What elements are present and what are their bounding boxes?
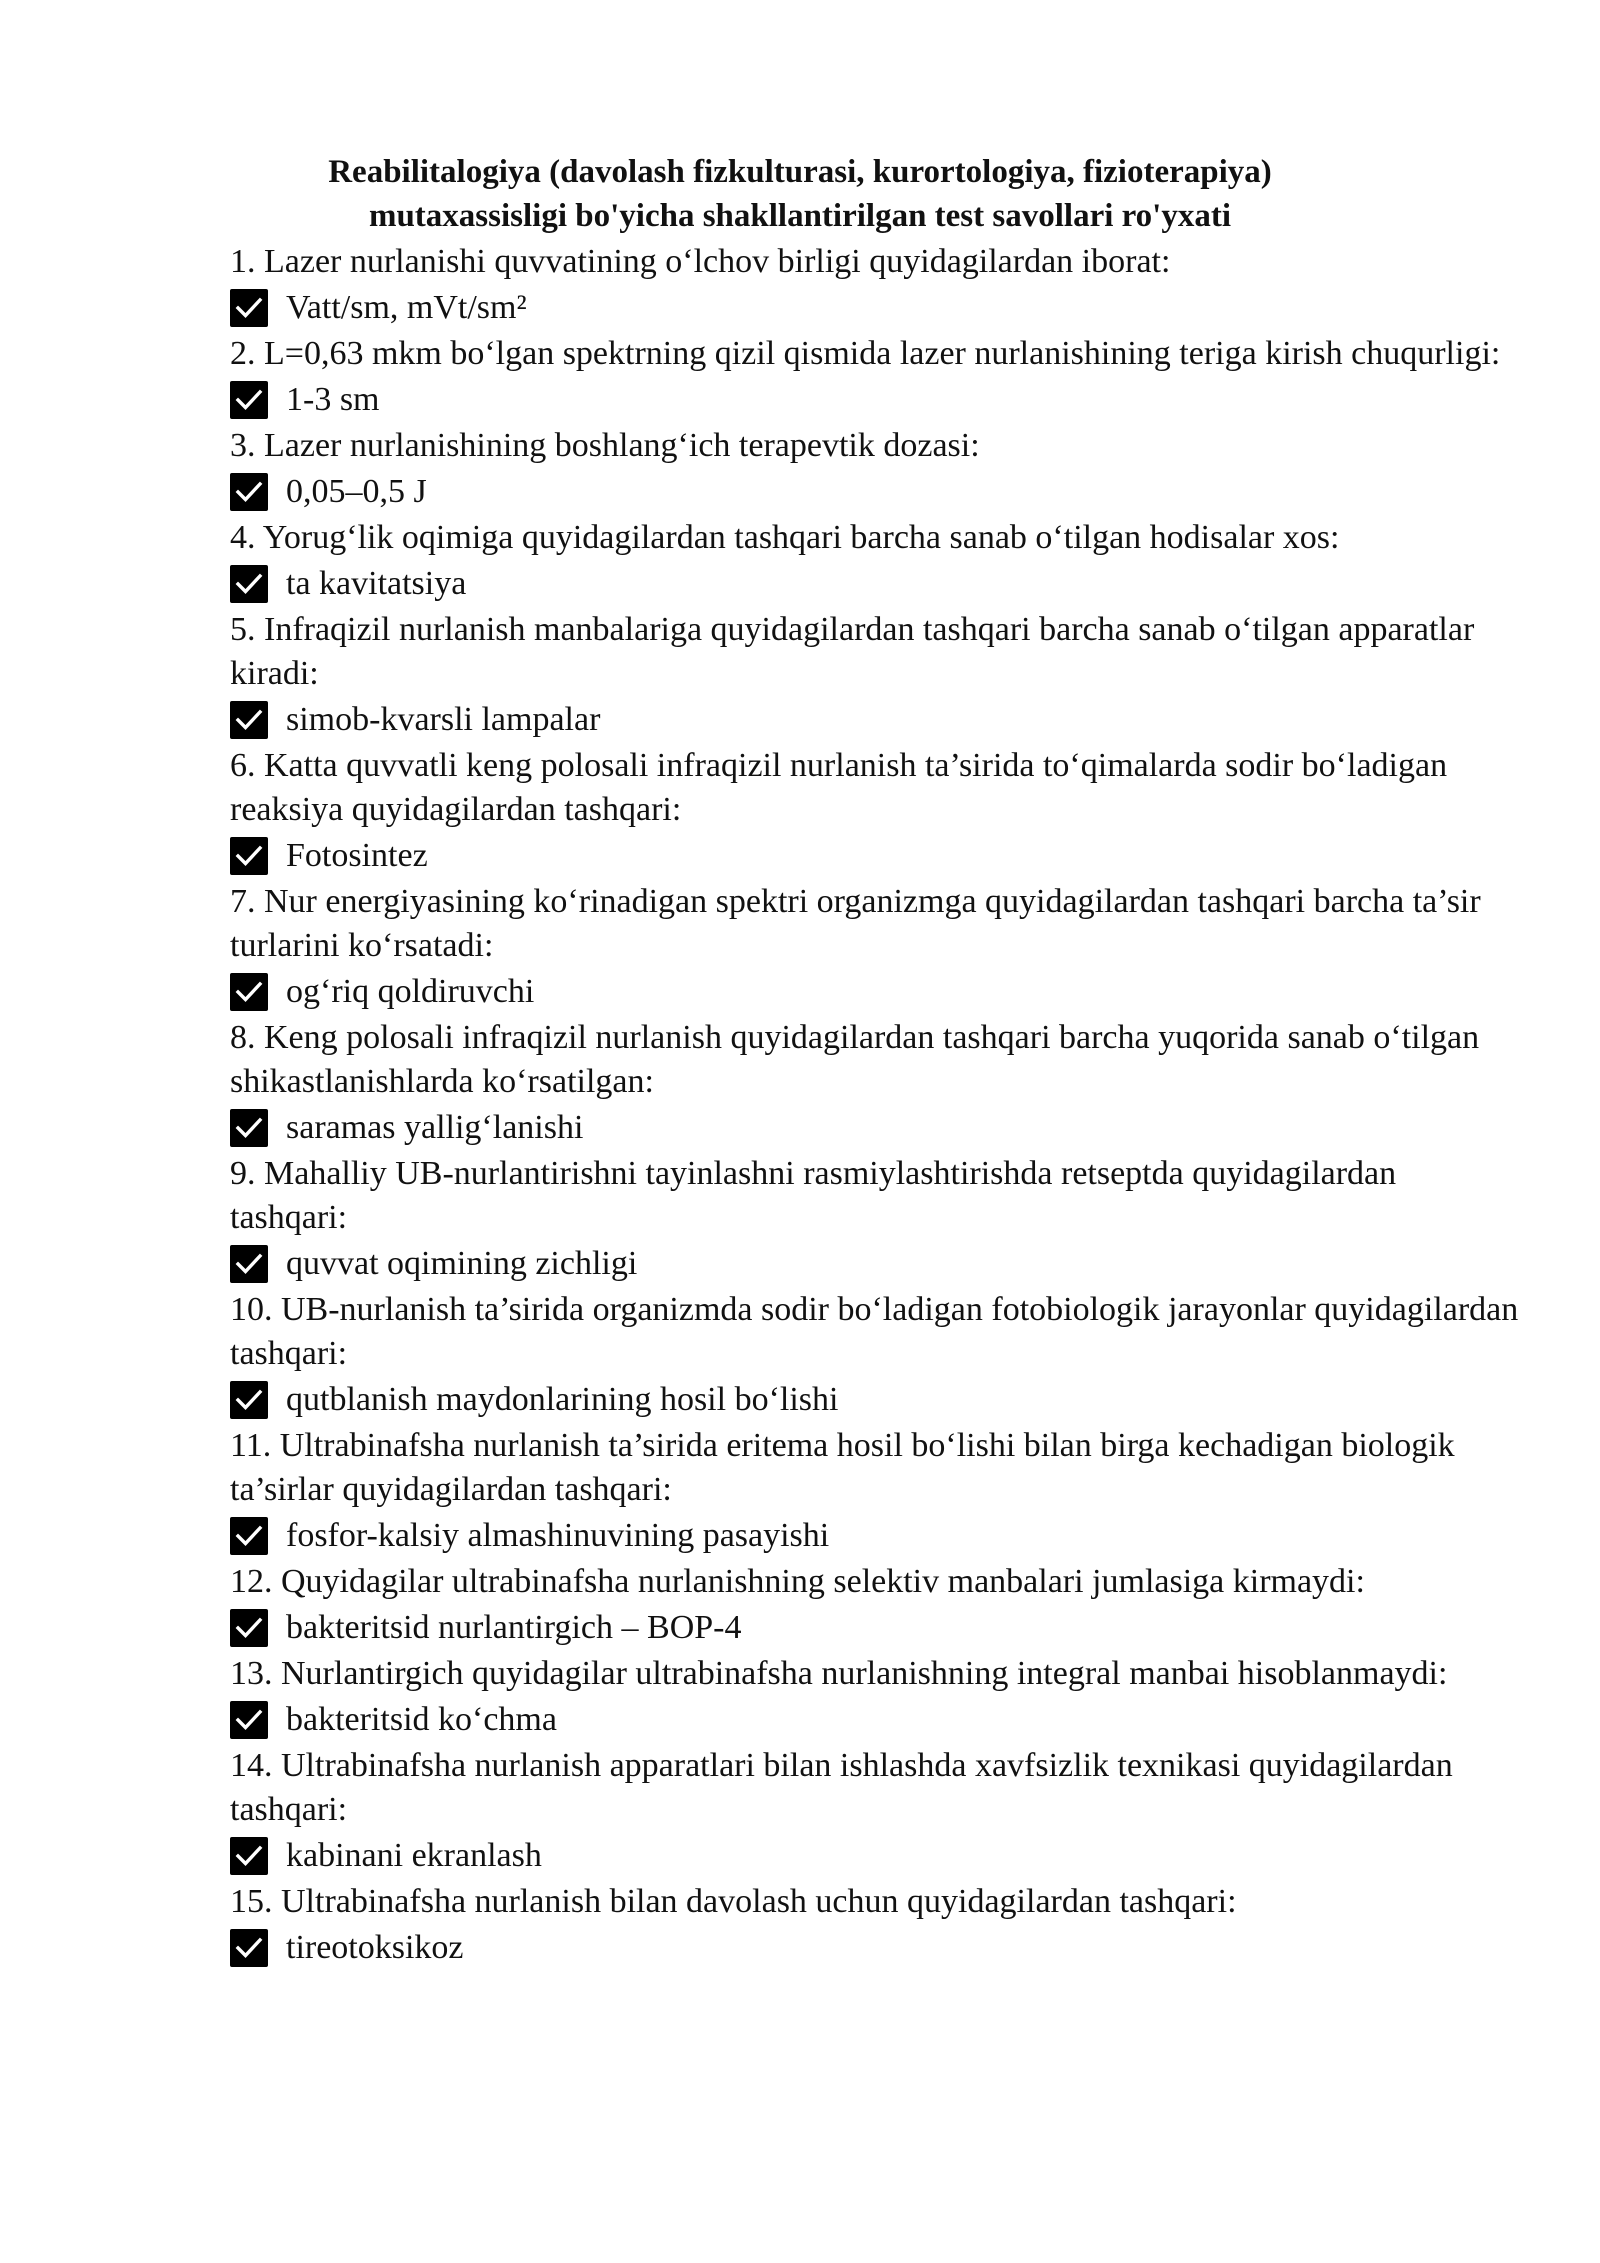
check-box-icon bbox=[230, 701, 268, 739]
question-text: 6. Katta quvvatli keng polosali infraqizil nurlanish ta’sirida to‘qimalarda sodir bo‘ladigan reaksiya quyidagilardan tashqari: bbox=[230, 747, 1448, 828]
answer-row bbox=[230, 1240, 1520, 1288]
question-text: 12. Quyidagilar ultrabinafsha nurlanishning selektiv manbalari jumlasiga kirmaydi: bbox=[230, 1563, 1365, 1600]
check-box-icon bbox=[230, 1517, 268, 1555]
check-box-icon bbox=[230, 1609, 268, 1647]
question-list bbox=[230, 240, 1520, 1972]
answer-text: kabinani ekranlash bbox=[286, 1837, 542, 1874]
check-box-icon bbox=[230, 1109, 268, 1147]
question-text: 10. UB-nurlanish ta’sirida organizmda sodir bo‘ladigan fotobiologik jarayonlar quyidagilardan tashqari: bbox=[230, 1291, 1519, 1372]
answer-row bbox=[230, 1696, 1520, 1744]
check-box-icon bbox=[230, 1929, 268, 1967]
question-text: 5. Infraqizil nurlanish manbalariga quyidagilardan tashqari barcha sanab o‘tilgan apparatlar kiradi: bbox=[230, 611, 1475, 692]
answer-row bbox=[230, 696, 1520, 744]
title-line-1: Reabilitalogiya (davolash fizkulturasi, kurortologiya, fizioterapiya) bbox=[328, 154, 1272, 190]
check-box-icon bbox=[230, 381, 268, 419]
document-title bbox=[200, 150, 1400, 238]
question-text: 4. Yorug‘lik oqimiga quyidagilardan tashqari barcha sanab o‘tilgan hodisalar xos: bbox=[230, 519, 1340, 556]
question-text: 1. Lazer nurlanishi quvvatining o‘lchov birligi quyidagilardan iborat: bbox=[230, 243, 1171, 280]
check-box-icon bbox=[230, 837, 268, 875]
answer-text: Vatt/sm, mVt/sm² bbox=[286, 289, 527, 326]
question-text: 7. Nur energiyasining ko‘rinadigan spektri organizmga quyidagilardan tashqari barcha ta’sir turlarini ko‘rsatadi: bbox=[230, 883, 1481, 964]
question-text: 2. L=0,63 mkm bo‘lgan spektrning qizil qismida lazer nurlanishining teriga kirish chuqurligi: bbox=[230, 335, 1501, 372]
check-box-icon bbox=[230, 565, 268, 603]
question-text: 14. Ultrabinafsha nurlanish apparatlari bilan ishlashda xavfsizlik texnikasi quyidagilardan tashqari: bbox=[230, 1747, 1453, 1828]
answer-row bbox=[230, 1104, 1520, 1152]
question-text: 13. Nurlantirgich quyidagilar ultrabinafsha nurlanishning integral manbai hisoblanmaydi: bbox=[230, 1655, 1448, 1692]
answer-text: 1-3 sm bbox=[286, 381, 380, 418]
answer-text: qutblanish maydonlarining hosil bo‘lishi bbox=[286, 1381, 839, 1418]
answer-text: og‘riq qoldiruvchi bbox=[286, 973, 535, 1010]
answer-row bbox=[230, 968, 1520, 1016]
answer-row bbox=[230, 560, 1520, 608]
check-box-icon bbox=[230, 1701, 268, 1739]
check-box-icon bbox=[230, 1837, 268, 1875]
question-text: 8. Keng polosali infraqizil nurlanish quyidagilardan tashqari barcha yuqorida sanab o‘tilgan shikastlanishlarda ko‘rsatilgan: bbox=[230, 1019, 1480, 1100]
answer-text: Fotosintez bbox=[286, 837, 428, 874]
check-box-icon bbox=[230, 973, 268, 1011]
answer-row bbox=[230, 1376, 1520, 1424]
answer-row bbox=[230, 284, 1520, 332]
check-box-icon bbox=[230, 473, 268, 511]
title-line-2: mutaxassisligi bo'yicha shakllantirilgan test savollari ro'yxati bbox=[368, 198, 1232, 234]
answer-row bbox=[230, 1832, 1520, 1880]
answer-text: fosfor-kalsiy almashinuvining pasayishi bbox=[286, 1517, 830, 1554]
answer-text: saramas yallig‘lanishi bbox=[286, 1109, 584, 1146]
answer-text: 0,05–0,5 J bbox=[286, 473, 427, 510]
question-text: 3. Lazer nurlanishining boshlang‘ich terapevtik dozasi: bbox=[230, 427, 980, 464]
question-text: 15. Ultrabinafsha nurlanish bilan davolash uchun quyidagilardan tashqari: bbox=[230, 1883, 1237, 1920]
answer-row bbox=[230, 832, 1520, 880]
check-box-icon bbox=[230, 1381, 268, 1419]
check-box-icon bbox=[230, 1245, 268, 1283]
answer-row bbox=[230, 376, 1520, 424]
answer-row bbox=[230, 1924, 1520, 1972]
question-text: 9. Mahalliy UB-nurlantirishni tayinlashni rasmiylashtirishda retseptda quyidagilardan tashqari: bbox=[230, 1155, 1397, 1236]
answer-row bbox=[230, 1512, 1520, 1560]
answer-text: bakteritsid nurlantirgich – BOP-4 bbox=[286, 1609, 742, 1646]
answer-text: ta kavitatsiya bbox=[286, 565, 467, 602]
check-box-icon bbox=[230, 289, 268, 327]
answer-text: tireotoksikoz bbox=[286, 1929, 464, 1966]
answer-text: simob-kvarsli lampalar bbox=[286, 701, 601, 738]
answer-text: bakteritsid ko‘chma bbox=[286, 1701, 557, 1738]
answer-row bbox=[230, 1604, 1520, 1652]
answer-row bbox=[230, 468, 1520, 516]
answer-text: quvvat oqimining zichligi bbox=[286, 1245, 638, 1282]
question-text: 11. Ultrabinafsha nurlanish ta’sirida eritema hosil bo‘lishi bilan birga kechadigan biologik ta’sirlar quyidagilardan tashqari: bbox=[230, 1427, 1455, 1508]
